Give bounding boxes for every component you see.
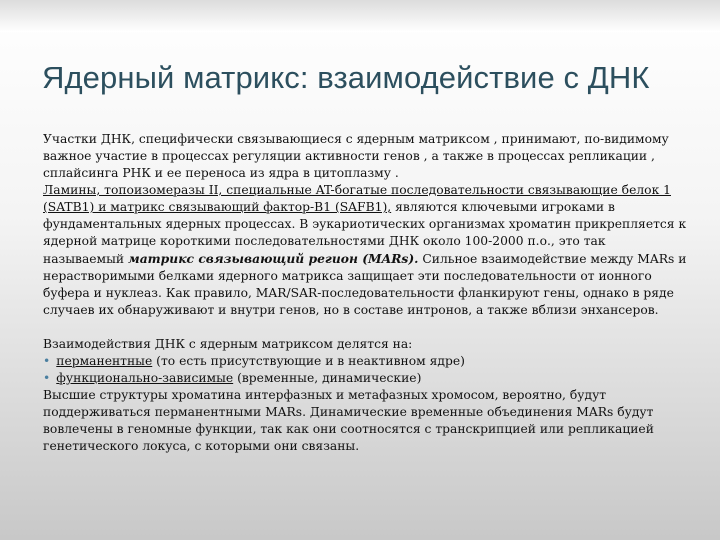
bullet-item-2	[43, 370, 689, 387]
bullet-2-term: функционально-зависимые	[56, 371, 234, 385]
slide-title: Ядерный матрикс: взаимодействие с ДНК	[42, 60, 650, 95]
bullet-icon: •	[43, 354, 51, 368]
slide-body	[43, 131, 689, 455]
spacer	[43, 319, 689, 336]
paragraph-2-end: Сильное взаимодействие между MARs и нерастворимыми белками ядерного матрикса защищает эти последовательности от ионного буфера и нуклеаз. Как правило, MAR/SAR-последовательности фланкируют гены, однако в ряде случаев их обнаруживают и внутри генов, но в составе интронов, а также вблизи энхансеров.	[43, 252, 687, 317]
bullet-item-1	[43, 353, 689, 370]
paragraph-2-underlined: Ламины, топоизомеразы II, специальные AT-богатые последовательности связывающие белок 1 (SATB1) и матрикс связывающий фактор-B1 (SAFB1),	[43, 183, 671, 214]
paragraph-2-text: являются ключевыми игроками в фундаментальных ядерных процессах. В эукариотических организмах хроматин прикрепляется к ядерной матрице короткими последовательностями ДНК около 100-2000 п.о., это так называемый	[43, 200, 687, 266]
bullet-1-text: (то есть присутствующие и в неактивном ядре)	[152, 354, 465, 368]
bullet-2-text: (временные, динамические)	[233, 371, 422, 385]
paragraph-3: Взаимодействия ДНК с ядерным матриксом делятся на:	[43, 337, 413, 351]
paragraph-1: Участки ДНК, специфически связывающиеся с ядерным матриксом , принимают, по-видимому важное участие в процессах регуляции активности генов , а также в процессах репликации , сплайсинга РНК и ее переноса из ядра в цитоплазму .	[43, 132, 669, 180]
bullet-icon: •	[43, 371, 51, 385]
paragraph-4: Высшие структуры хроматина интерфазных и метафазных хромосом, вероятно, будут поддерживаться перманентными MARs. Динамические временные объединения MARs будут вовлечены в геномные функции, так как они соотносятся с транскрипцией или репликацией генетического локуса, с которыми они связаны.	[43, 388, 654, 453]
top-band	[0, 0, 720, 32]
bullet-1-term: перманентные	[56, 354, 153, 368]
paragraph-2-bold-term: матрикс связывающий регион (MARs).	[128, 251, 419, 266]
paragraph-2	[43, 182, 689, 319]
